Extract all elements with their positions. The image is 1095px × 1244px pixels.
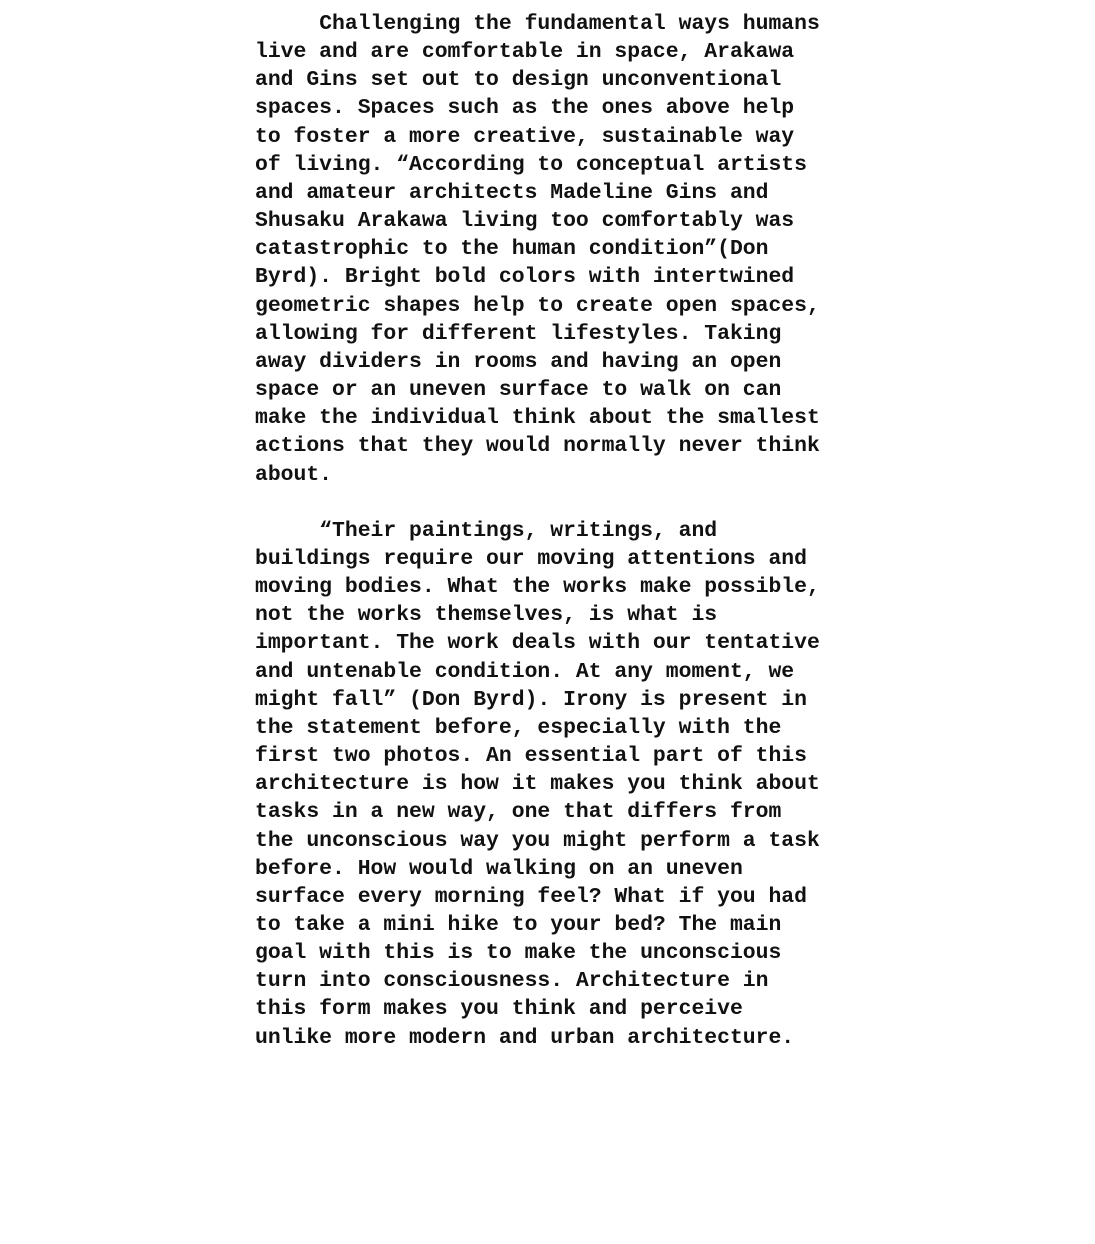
- paragraph-arakawa-gins-intro: Challenging the fundamental ways humans live and are comfortable in space, Arakawa and Gins set out to design unconventional spaces. Spaces such as the ones above help to foster a more creative, sustainable way of living. “According to conceptual artists and amateur architects Madeline Gins and Shusaku Arakawa living too comfortably was catastrophic to the human condition”(Don Byrd). Bright bold colors with intertwined geometric shapes help to create open spaces, allowing for different lifestyles. Taking away dividers in rooms and having an open space or an uneven surface to walk on can make the individual think about the smallest actions that they would normally never think about.: [255, 12, 820, 487]
- document-body: [255, 10, 840, 1052]
- paragraph-don-byrd-quote: “Their paintings, writings, and buildings require our moving attentions and moving bodies. What the works make possible, not the works themselves, is what is important. The work deals with our tentative and untenable condition. At any moment, we might fall” (Don Byrd). Irony is present in the statement before, especially with the first two photos. An essential part of this architecture is how it makes you think about tasks in a new way, one that differs from the unconscious way you might perform a task before. How would walking on an uneven surface every morning feel? What if you had to take a mini hike to your bed? The main goal with this is to make the unconscious turn into consciousness. Architecture in this form makes you think and perceive unlike more modern and urban architecture.: [255, 518, 820, 1050]
